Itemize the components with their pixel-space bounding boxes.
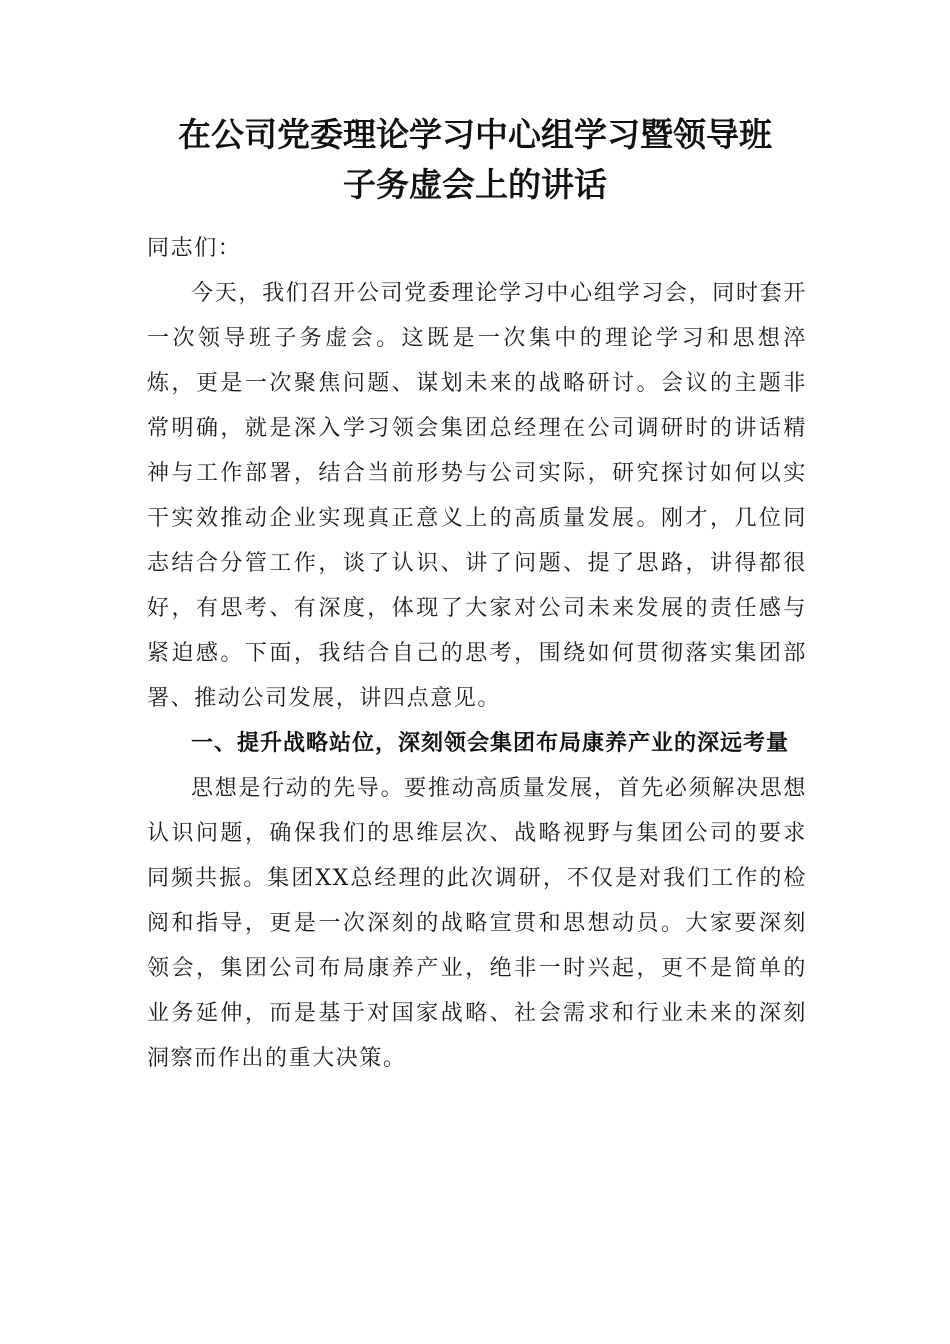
document-title [140, 110, 810, 210]
title-line-1: 在公司党委理论学习中心组学习暨领导班 [178, 115, 772, 154]
document-body [147, 226, 807, 1081]
title-line-2: 子务虚会上的讲话 [343, 165, 607, 204]
section-heading-1: 一、提升战略站位，深刻领会集团布局康养产业的深远考量 [191, 731, 790, 756]
opening-paragraph: 今天，我们召开公司党委理论学习中心组学习会，同时套开一次领导班子务虚会。这既是一次集中的理论学习和思想淬炼，更是一次聚焦问题、谋划未来的战略研讨。会议的主题非常明确，就是深入学习领会集团总经理在公司调研时的讲话精神与工作部署，结合当前形势与公司实际，研究探讨如何以实干实效推动企业实现真正意义上的高质量发展。刚才，几位同志结合分管工作，谈了认识、讲了问题、提了思路，讲得都很好，有思考、有深度，体现了大家对公司未来发展的责任感与紧迫感。下面，我结合自己的思考，围绕如何贯彻落实集团部署、推动公司发展，讲四点意见。 [147, 281, 807, 711]
section-1-paragraph: 思想是行动的先导。要推动高质量发展，首先必须解决思想认识问题，确保我们的思维层次、战略视野与集团公司的要求同频共振。集团XX总经理的此次调研，不仅是对我们工作的检阅和指导，更是一次深刻的战略宣贯和思想动员。大家要深刻领会，集团公司布局康养产业，绝非一时兴起，更不是简单的业务延伸，而是基于对国家战略、社会需求和行业未来的深刻洞察而作出的重大决策。 [147, 776, 807, 1071]
salutation: 同志们： [147, 236, 242, 261]
